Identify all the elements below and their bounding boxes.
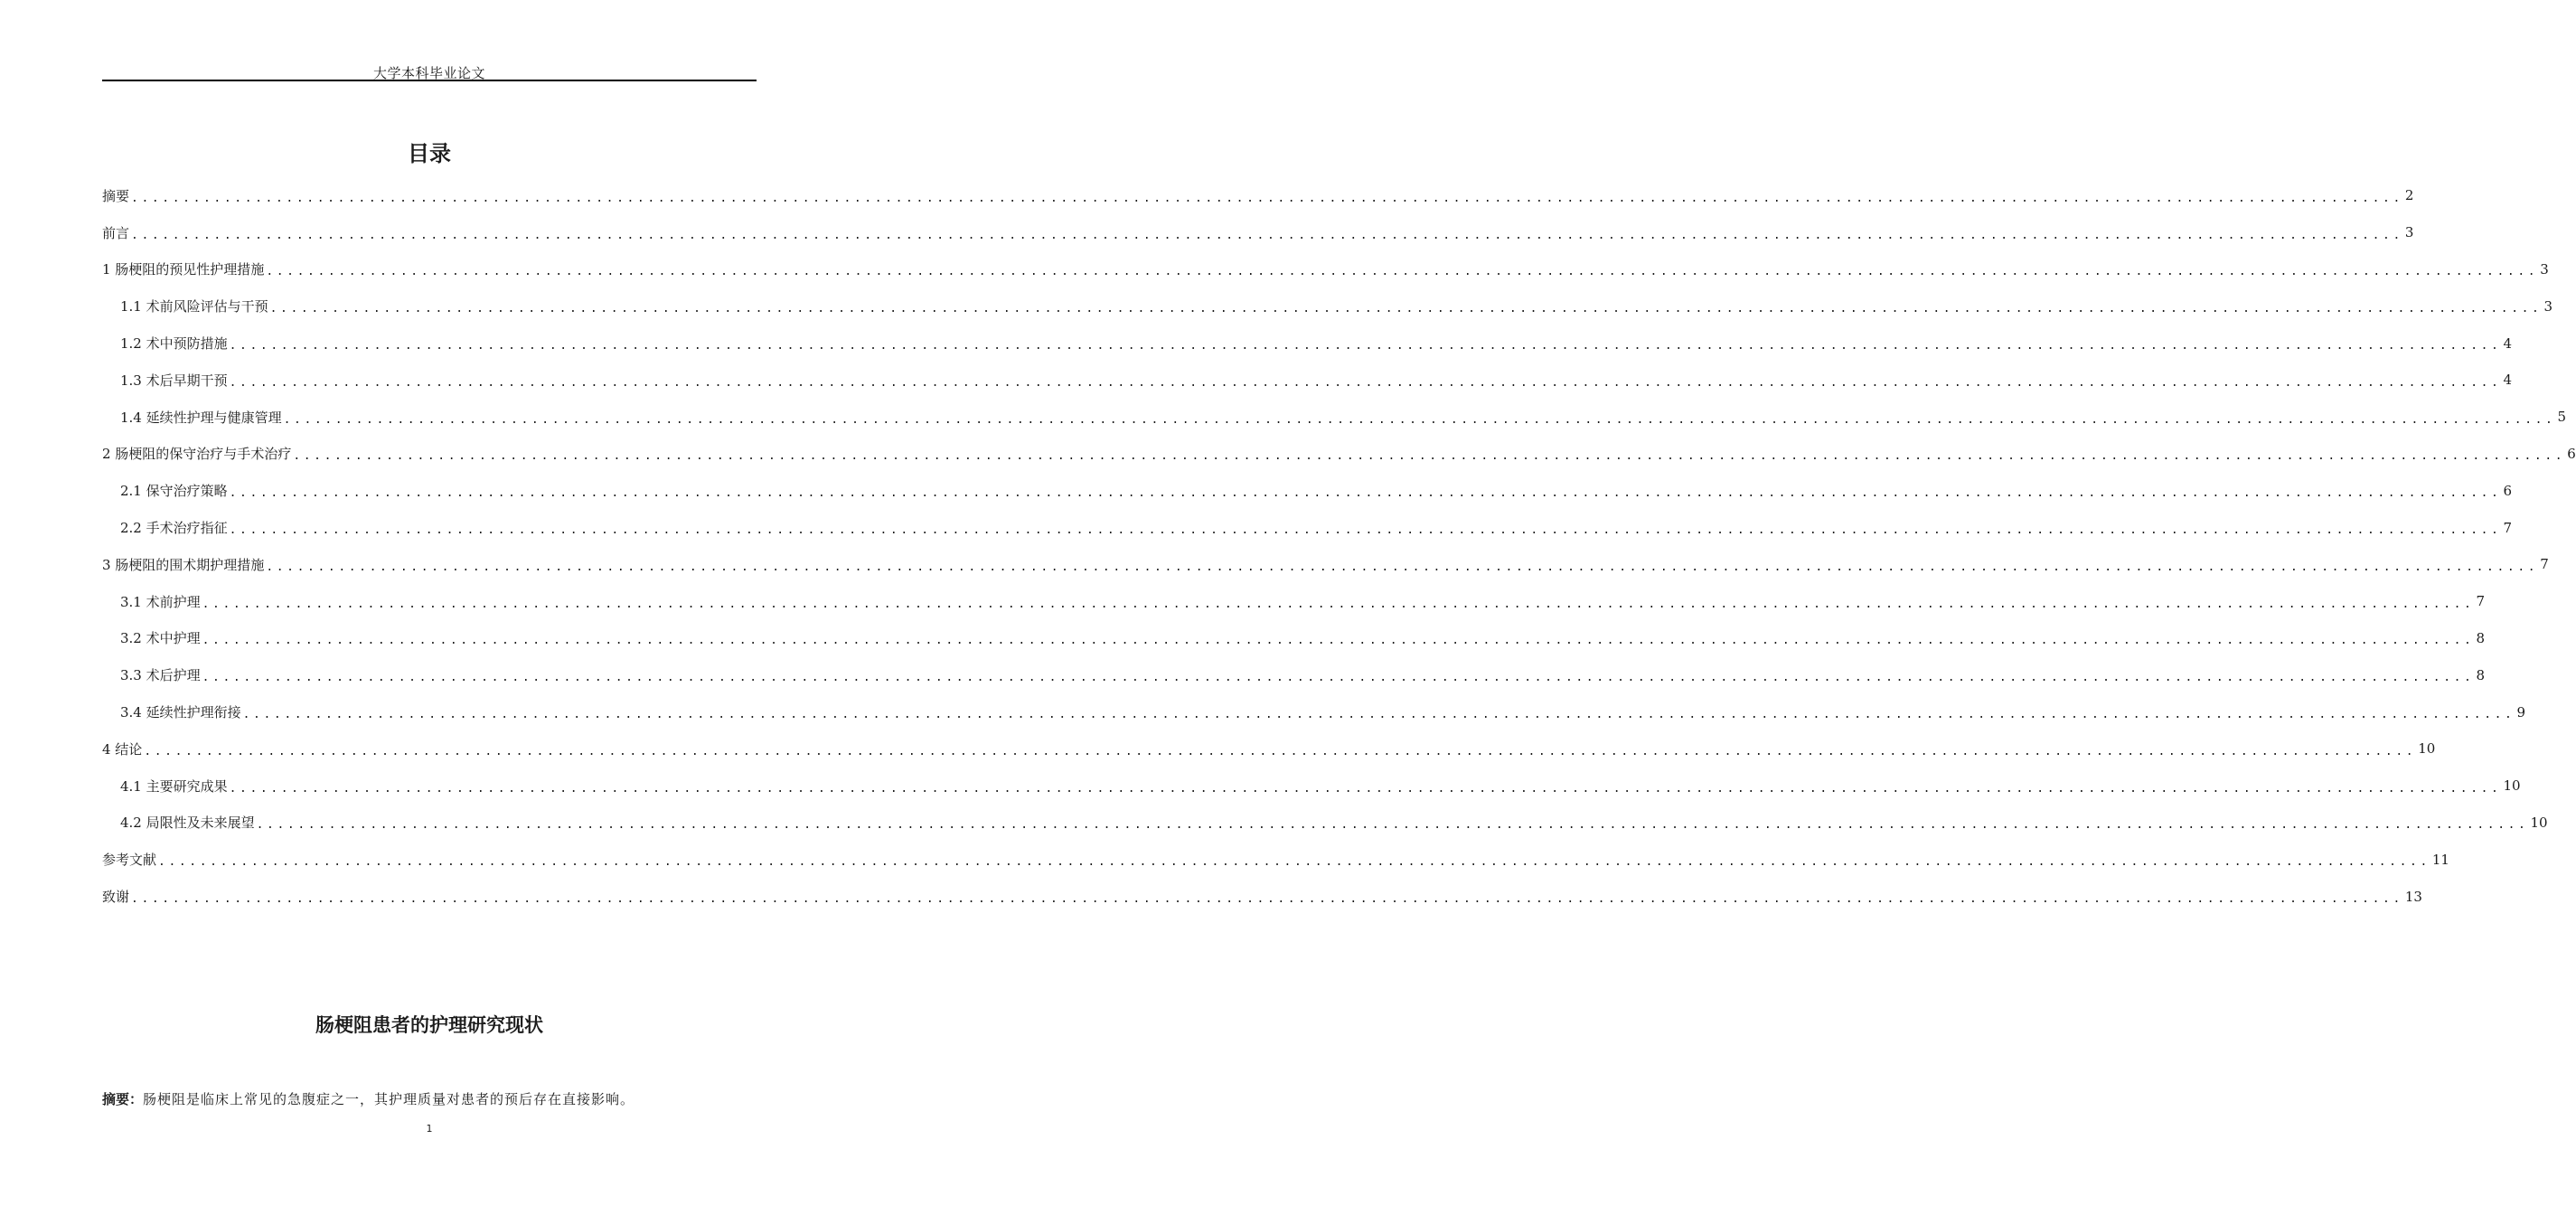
toc-item-page: 10: [2503, 777, 2521, 795]
toc-dot-leader: ............................................................................................................................................................................................................................: [202, 634, 2475, 648]
toc-dot-leader: ............................................................................................................................................................................................................................: [283, 412, 2556, 427]
toc-item-label: 前言: [102, 224, 130, 241]
toc-item[interactable]: [102, 436, 2576, 473]
toc-dot-leader: ............................................................................................................................................................................................................................: [242, 708, 2515, 722]
toc-item-page: 7: [2540, 556, 2549, 573]
toc-item-page: 7: [2476, 593, 2486, 610]
toc-item-label: 2.1 保守治疗策略: [120, 483, 228, 500]
toc-item-page: 13: [2404, 888, 2422, 905]
toc-dot-leader: ............................................................................................................................................................................................................................: [229, 375, 2502, 390]
toc-dot-leader: ............................................................................................................................................................................................................................: [266, 560, 2539, 574]
toc-item-page: 6: [2567, 445, 2576, 462]
toc-dot-leader: ............................................................................................................................................................................................................................: [144, 744, 2417, 758]
toc-dot-leader: ............................................................................................................................................................................................................................: [229, 781, 2502, 796]
toc-dot-leader: ............................................................................................................................................................................................................................: [293, 449, 2566, 464]
toc-dot-leader: ............................................................................................................................................................................................................................: [269, 302, 2543, 316]
toc-item[interactable]: [102, 656, 2486, 693]
toc-item-page: 8: [2476, 629, 2486, 646]
toc-item-page: 3: [2540, 260, 2549, 278]
toc-item-page: 4: [2503, 372, 2513, 389]
toc-item[interactable]: [102, 620, 2486, 657]
toc-dot-leader: ............................................................................................................................................................................................................................: [131, 892, 2403, 907]
toc-item[interactable]: [102, 214, 2414, 251]
toc-item[interactable]: [102, 362, 2513, 399]
toc-item-page: 4: [2503, 334, 2513, 352]
toc-item-page: 8: [2476, 666, 2486, 683]
toc-item-label: 1.1 术前风险评估与干预: [120, 298, 268, 316]
toc-item-page: 11: [2431, 851, 2449, 868]
toc-item-label: 3.3 术后护理: [120, 667, 201, 684]
toc-item-label: 参考文献: [102, 852, 157, 869]
toc-dot-leader: ............................................................................................................................................................................................................................: [131, 191, 2403, 205]
toc-item-label: 3.4 延续性护理衔接: [120, 704, 241, 721]
toc-item[interactable]: [102, 287, 2553, 325]
toc-item-page: 10: [2530, 814, 2548, 831]
toc-item[interactable]: [102, 693, 2526, 730]
toc-item[interactable]: [102, 878, 2422, 915]
header-rule: [102, 80, 757, 81]
toc-item[interactable]: [102, 472, 2513, 509]
toc-item-page: 3: [2543, 297, 2553, 315]
paper-title: 肠梗阻患者的护理研究现状: [315, 1014, 543, 1036]
toc-item-label: 3.2 术中护理: [120, 630, 201, 647]
toc-item-label: 1 肠梗阻的预见性护理措施: [102, 261, 265, 278]
toc-item[interactable]: [102, 325, 2513, 362]
toc-dot-leader: ............................................................................................................................................................................................................................: [131, 228, 2403, 242]
toc-item-label: 4.1 主要研究成果: [120, 777, 228, 795]
toc-item[interactable]: [102, 177, 2414, 214]
toc-item-label: 2.2 手术治疗指征: [120, 520, 228, 537]
abstract: [102, 1089, 771, 1108]
toc-item-page: 6: [2503, 482, 2513, 499]
toc-dot-leader: ............................................................................................................................................................................................................................: [158, 855, 2430, 870]
toc-item[interactable]: [102, 546, 2549, 583]
toc-item[interactable]: [102, 841, 2449, 878]
toc-dot-leader: ............................................................................................................................................................................................................................: [202, 597, 2475, 611]
toc-item[interactable]: [102, 730, 2436, 768]
toc-item-label: 3.1 术前护理: [120, 593, 201, 610]
toc-item-page: 7: [2503, 519, 2513, 536]
toc-dot-leader: ............................................................................................................................................................................................................................: [202, 671, 2475, 685]
abstract-label: 摘要：: [102, 1091, 144, 1107]
page-number: 1: [426, 1123, 433, 1135]
toc-dot-leader: ............................................................................................................................................................................................................................: [229, 523, 2502, 538]
abstract-text: 肠梗阻是临床上常见的急腹症之一，其护理质量对患者的预后存在直接影响。: [143, 1091, 635, 1107]
toc-item[interactable]: [102, 583, 2486, 620]
toc-item-page: 10: [2418, 740, 2436, 758]
toc-dot-leader: ............................................................................................................................................................................................................................: [229, 339, 2502, 353]
toc-item-label: 2 肠梗阻的保守治疗与手术治疗: [102, 446, 292, 463]
toc-item-label: 摘要: [102, 187, 130, 204]
toc-dot-leader: ............................................................................................................................................................................................................................: [256, 818, 2529, 833]
toc-item-page: 9: [2516, 703, 2526, 721]
toc-list: [102, 177, 2576, 915]
toc-item-page: 3: [2404, 224, 2414, 241]
toc-item-label: 1.2 术中预防措施: [120, 335, 228, 353]
toc-item[interactable]: [102, 509, 2513, 546]
toc-item[interactable]: [102, 251, 2549, 288]
toc-item[interactable]: [102, 805, 2548, 842]
toc-dot-leader: ............................................................................................................................................................................................................................: [266, 265, 2539, 279]
toc-item-page: 2: [2404, 187, 2414, 204]
toc-item-label: 1.3 术后早期干预: [120, 372, 228, 389]
toc-item-label: 致谢: [102, 889, 130, 906]
toc-title: 目录: [408, 141, 451, 166]
toc-item-label: 4.2 局限性及未来展望: [120, 815, 255, 832]
toc-item-label: 3 肠梗阻的围术期护理措施: [102, 556, 265, 573]
toc-item-label: 4 结论: [102, 740, 143, 758]
header-text: 大学本科毕业论文: [372, 65, 485, 81]
toc-item-page: 5: [2557, 409, 2567, 426]
toc-item-label: 1.4 延续性护理与健康管理: [120, 409, 282, 426]
toc-dot-leader: ............................................................................................................................................................................................................................: [229, 486, 2502, 501]
toc-item[interactable]: [102, 399, 2567, 436]
toc-item[interactable]: [102, 768, 2521, 805]
